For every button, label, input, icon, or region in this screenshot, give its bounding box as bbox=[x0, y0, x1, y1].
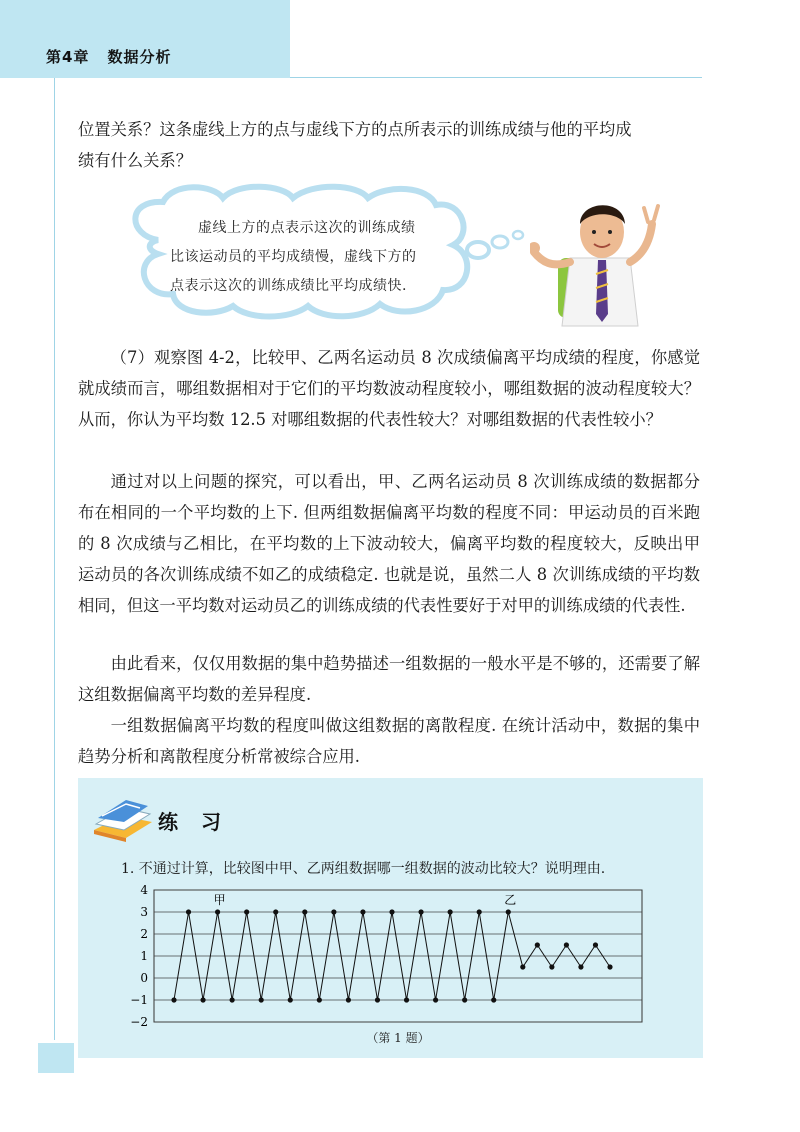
y-tick-label: 1 bbox=[140, 949, 148, 963]
data-point bbox=[462, 997, 467, 1002]
chart-caption: （第 1 题） bbox=[366, 1031, 430, 1045]
data-point bbox=[448, 909, 453, 914]
data-point bbox=[564, 942, 569, 947]
data-point bbox=[200, 997, 205, 1002]
book-icon bbox=[88, 792, 158, 848]
chart-grid bbox=[154, 890, 642, 1022]
data-point bbox=[389, 909, 394, 914]
page-number bbox=[38, 1043, 74, 1073]
data-point bbox=[578, 964, 583, 969]
header-rule bbox=[290, 77, 702, 78]
data-point bbox=[418, 909, 423, 914]
thought-cloud-text bbox=[170, 214, 460, 301]
data-point bbox=[520, 964, 525, 969]
exercise-title: 练 习 bbox=[158, 810, 229, 834]
data-point bbox=[477, 909, 482, 914]
data-point bbox=[491, 997, 496, 1002]
data-point bbox=[273, 909, 278, 914]
student-illustration bbox=[530, 196, 670, 331]
data-point bbox=[259, 997, 264, 1002]
margin-rule bbox=[54, 78, 55, 1040]
paragraph-conclusion: 由此看来，仅仅用数据的集中趋势描述一组数据的一般水平是不够的，还需要了解这组数据偏离平均数的差异程度. bbox=[78, 654, 700, 704]
data-point bbox=[331, 909, 336, 914]
series-label: 乙 bbox=[504, 893, 517, 907]
data-point bbox=[360, 909, 365, 914]
data-point bbox=[215, 909, 220, 914]
chart-y-axis bbox=[130, 883, 148, 1029]
data-point bbox=[404, 997, 409, 1002]
exercise-question-1: 1. 不通过计算，比较图中甲、乙两组数据哪一组数据的波动比较大？说明理由. bbox=[121, 861, 606, 877]
data-point bbox=[535, 942, 540, 947]
data-point bbox=[433, 997, 438, 1002]
data-point bbox=[607, 964, 612, 969]
data-point bbox=[171, 997, 176, 1002]
intro-paragraph bbox=[78, 114, 700, 176]
chart-series-labels bbox=[214, 893, 517, 907]
data-point bbox=[288, 997, 293, 1002]
y-tick-label: 2 bbox=[140, 927, 148, 941]
data-point bbox=[244, 909, 249, 914]
chapter-header bbox=[46, 46, 171, 67]
data-point bbox=[346, 997, 351, 1002]
data-point bbox=[549, 964, 554, 969]
paragraph-definition: 一组数据偏离平均数的程度叫做这组数据的离散程度. 在统计活动中，数据的集中趋势分析和离散程度分析常被综合应用. bbox=[78, 716, 700, 766]
intro-line-1: 位置关系？这条虚线上方的点与虚线下方的点所表示的训练成绩与他的平均成 bbox=[78, 120, 632, 139]
paragraph-analysis: 通过对以上问题的探究，可以看出，甲、乙两名运动员 8 次训练成绩的数据都分布在相同的一个平均数的上下. 但两组数据偏离平均数的程度不同：甲运动员的百米跑的 8 次成绩与乙相比，在平均数的上下波动较大，偏离平均数的程度较大，反映出甲运动员的各次训练成绩不如乙的成绩稳定. 也就是说，虽然二人 8 次训练成绩的平均数相同，但这一平均数对运动员乙的训练成绩的代表性要好于对甲的训练成绩的代表性. bbox=[78, 472, 700, 615]
paragraph-7: （7）观察图 4-2，比较甲、乙两名运动员 8 次成绩偏离平均成绩的程度，你感觉就成绩而言，哪组数据相对于它们的平均数波动程度较小，哪组数据的波动程度较大？从而，你认为平均数 12.5 对哪组数据的代表性较大？对哪组数据的代表性较小？ bbox=[78, 348, 700, 429]
series-label: 甲 bbox=[213, 893, 226, 907]
y-tick-label: −1 bbox=[130, 993, 148, 1007]
data-point bbox=[593, 942, 598, 947]
data-point bbox=[186, 909, 191, 914]
cloud-line-3: 点表示这次的训练成绩比平均成绩快. bbox=[170, 278, 407, 294]
data-point bbox=[230, 997, 235, 1002]
chapter-title: 数据分析 bbox=[107, 48, 172, 66]
data-point bbox=[302, 909, 307, 914]
y-tick-label: 0 bbox=[140, 971, 148, 985]
y-tick-label: 4 bbox=[140, 883, 148, 897]
data-point bbox=[375, 997, 380, 1002]
y-tick-label: −2 bbox=[130, 1015, 148, 1029]
y-tick-label: 3 bbox=[140, 905, 148, 919]
intro-line-2: 绩有什么关系？ bbox=[78, 151, 192, 170]
fluctuation-chart bbox=[130, 880, 650, 1050]
cloud-line-2: 比该运动员的平均成绩慢，虚线下方的 bbox=[170, 249, 417, 265]
chapter-number: 第4章 bbox=[46, 48, 90, 66]
data-point bbox=[317, 997, 322, 1002]
data-point bbox=[506, 909, 511, 914]
cloud-line-1: 虚线上方的点表示这次的训练成绩 bbox=[198, 220, 416, 236]
